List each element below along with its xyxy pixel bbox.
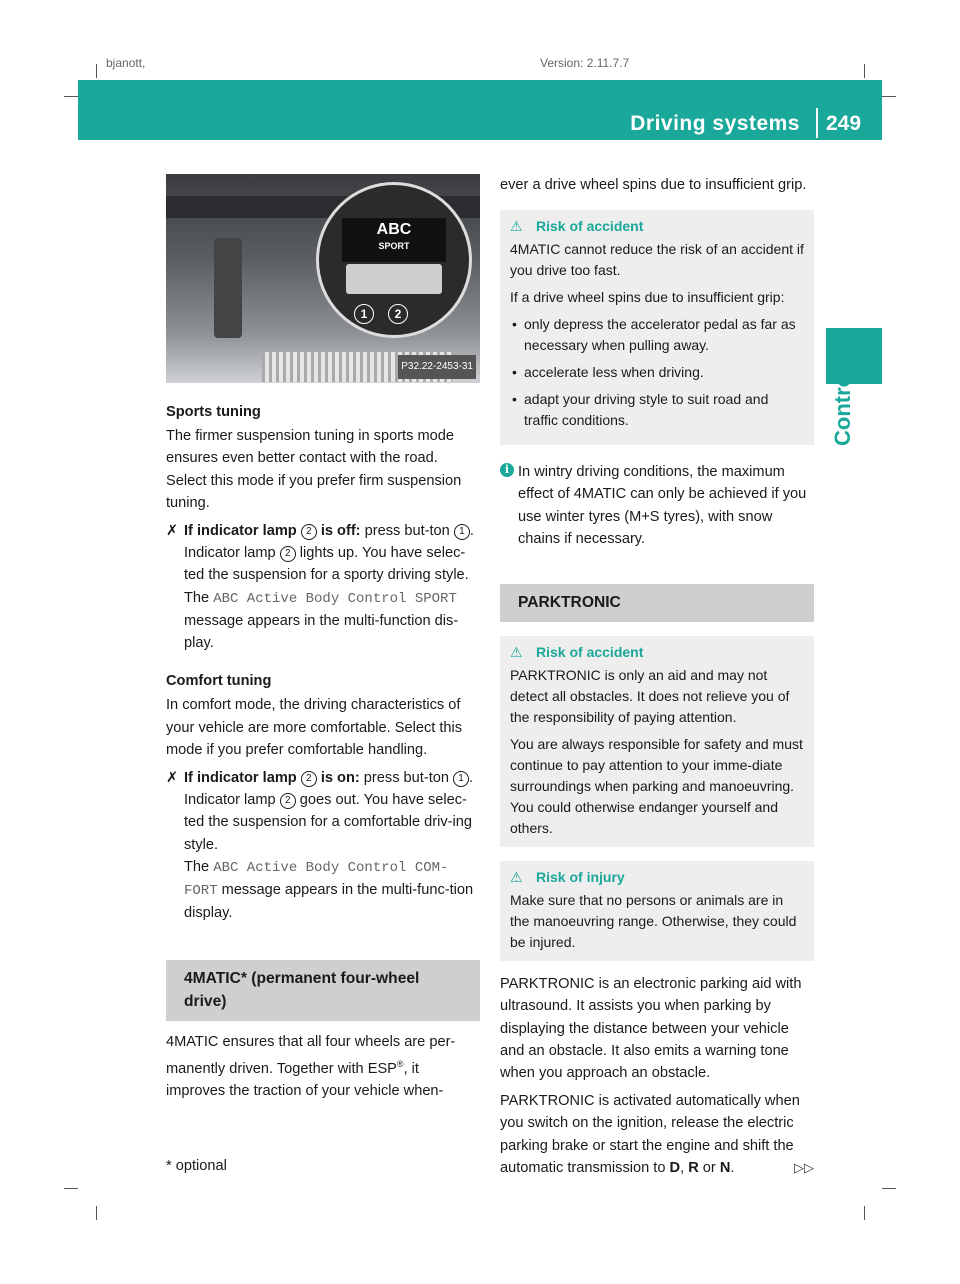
crop-mark <box>882 96 896 97</box>
list-item: • adapt your driving style to suit road and traffic conditions. <box>510 389 804 431</box>
parktronic-body-2 <box>500 1090 814 1179</box>
section-parktronic-heading: PARKTRONIC <box>500 584 814 622</box>
callout-2: 2 <box>388 304 408 324</box>
warning-text: Make sure that no persons or animals are in the manoeuvring range. Otherwise, they could be injured. <box>510 892 797 951</box>
info-text: In wintry driving conditions, the maximum effect of 4MATIC can only be achieved if you use winter tyres (M+S tyres), with snow chains if necessary. <box>518 464 807 547</box>
crop-mark <box>64 1188 78 1189</box>
crop-mark <box>864 64 865 78</box>
page-title: Driving systems <box>630 112 800 135</box>
warning-title <box>510 867 804 888</box>
comfort-step-line3 <box>184 856 480 925</box>
callout-1: 1 <box>354 304 374 324</box>
warning-title <box>510 642 804 663</box>
step-bold: If indicator lamp <box>184 523 301 540</box>
lamp-2-ref: 2 <box>280 793 296 809</box>
text: , <box>680 1159 689 1176</box>
chapter-label: Controls <box>830 355 855 446</box>
crop-mark <box>96 1206 97 1220</box>
step-bold: If indicator lamp <box>184 770 301 787</box>
button-1-ref: 1 <box>453 771 469 787</box>
text: lights up. You have selec-ted the suspension for a sporty driving style. <box>184 545 469 584</box>
warning-text: If a drive wheel spins due to insufficient grip: <box>510 289 785 306</box>
step-text: press but-ton <box>360 523 454 540</box>
button-1-ref: 1 <box>454 524 470 540</box>
crop-mark <box>882 1188 896 1189</box>
gear-r: R <box>688 1159 699 1176</box>
lamp-2-ref: 2 <box>301 524 317 540</box>
warning-title-text: Risk of accident <box>536 218 644 235</box>
text: The <box>184 589 214 606</box>
step-marker-icon: ✗ <box>166 770 179 787</box>
warning-title <box>510 216 804 237</box>
display-message: ABC Active Body Control SPORT <box>213 590 457 607</box>
sports-step-line3 <box>184 587 480 655</box>
step-text: . <box>469 523 474 540</box>
crop-mark <box>64 96 78 97</box>
sports-body: The firmer suspension tuning in sports mode ensures even better contact with the road. Select this mode if you prefer firm suspension tuning. <box>166 428 462 511</box>
abc-label: ABC <box>376 221 412 238</box>
crop-mark <box>864 1206 865 1220</box>
meta-right: Version: 2.11.7.7 <box>540 56 630 70</box>
page-number: 249 <box>826 112 862 135</box>
text: . <box>730 1159 735 1176</box>
lamp-2-ref: 2 <box>301 771 317 787</box>
list-item: • accelerate less when driving. <box>510 362 804 383</box>
sport-label: SPORT <box>378 241 410 251</box>
warning-triangle-icon: ⚠ <box>510 218 523 235</box>
text: message appears in the multi-func-tion display. <box>184 882 474 922</box>
text: goes out. You have selec-ted the suspension for a comfortable driv-ing style. <box>184 792 472 853</box>
warning-triangle-icon: ⚠ <box>510 644 523 661</box>
warning-text: PARKTRONIC is only an aid and may not detect all obstacles. It does not relieve you of the responsibility of paying attention. <box>510 667 790 726</box>
footnote: * optional <box>166 1158 227 1174</box>
registered-mark: ® <box>396 1059 404 1070</box>
warning-list <box>510 314 804 431</box>
figure-code: P32.22-2453-31 <box>398 355 476 379</box>
comfort-step <box>166 767 480 924</box>
continue-arrow-icon: ▷▷ <box>794 1160 814 1175</box>
warning-title-text: Risk of accident <box>536 644 644 661</box>
section-4matic-heading: 4MATIC* (permanent four-wheel drive) <box>166 960 480 1020</box>
control-panel-shape <box>214 238 242 338</box>
comfort-body: In comfort mode, the driving characteristics of your vehicle are more comfortable. Select this mode if you prefer comfortable handling. <box>166 697 463 758</box>
left-column <box>166 174 480 1108</box>
sports-heading: Sports tuning <box>166 404 261 420</box>
text: or <box>698 1159 720 1176</box>
step-bold: is off: <box>316 523 361 540</box>
step-marker-icon: ✗ <box>166 523 179 540</box>
sports-step-line1 <box>184 520 480 542</box>
lamp-2-ref: 2 <box>280 546 296 562</box>
abc-button <box>346 264 442 294</box>
warning-text: You are always responsible for safety and must continue to pay attention to your imme-diate surroundings when parking and manoeuvring. You could otherwise endanger yourself and others. <box>510 736 803 837</box>
4matic-continued: ever a drive wheel spins due to insufficient grip. <box>500 177 807 193</box>
warning-box-accident-parktronic <box>500 636 814 847</box>
abc-sport-figure <box>166 174 480 383</box>
text: The <box>184 858 214 875</box>
warning-triangle-icon: ⚠ <box>510 869 523 886</box>
comfort-heading: Comfort tuning <box>166 673 272 690</box>
text: Indicator lamp <box>184 545 280 562</box>
text: , it improves the traction of your vehicle when- <box>166 1060 444 1100</box>
crop-mark <box>96 64 97 78</box>
step-text: . <box>469 770 474 787</box>
abc-button-label <box>342 218 446 262</box>
text: message appears in the multi-function dis-play. <box>184 612 459 652</box>
warning-box-accident-4matic <box>500 210 814 445</box>
warning-box-injury <box>500 861 814 961</box>
comfort-step-line2 <box>184 789 480 856</box>
step-bold: is on: <box>316 770 360 787</box>
info-icon: i <box>500 463 514 477</box>
sports-step-line2 <box>184 542 480 586</box>
text: PARKTRONIC is activated automatically when you switch on the ignition, release the electric parking brake or start the engine and shift the automatic transmission to <box>500 1093 800 1176</box>
list-item: • only depress the accelerator pedal as far as necessary when pulling away. <box>510 314 804 356</box>
text: 4MATIC ensures that all four wheels are per-manently driven. Together with ESP <box>166 1033 456 1077</box>
info-note <box>500 461 814 550</box>
step-text: press but-ton <box>359 770 454 787</box>
gear-d: D <box>669 1159 681 1176</box>
sports-step <box>166 520 480 654</box>
comfort-step-line1 <box>184 767 480 789</box>
display-message: ABC Active Body Control COM-FORT <box>184 859 449 900</box>
4matic-body <box>166 1031 480 1102</box>
warning-text: 4MATIC cannot reduce the risk of an accident if you drive too fast. <box>510 241 804 279</box>
parktronic-body-1: PARKTRONIC is an electronic parking aid with ultrasound. It assists you when parking by displaying the distance between your vehicle and an obstacle. It also emits a warning tone when you approach an obstacle. <box>500 976 802 1082</box>
text: Indicator lamp <box>184 792 280 809</box>
right-column <box>500 174 814 1185</box>
meta-left: bjanott, <box>106 56 146 70</box>
header-divider <box>816 108 818 138</box>
gear-n: N <box>719 1159 731 1176</box>
warning-title-text: Risk of injury <box>536 869 625 886</box>
